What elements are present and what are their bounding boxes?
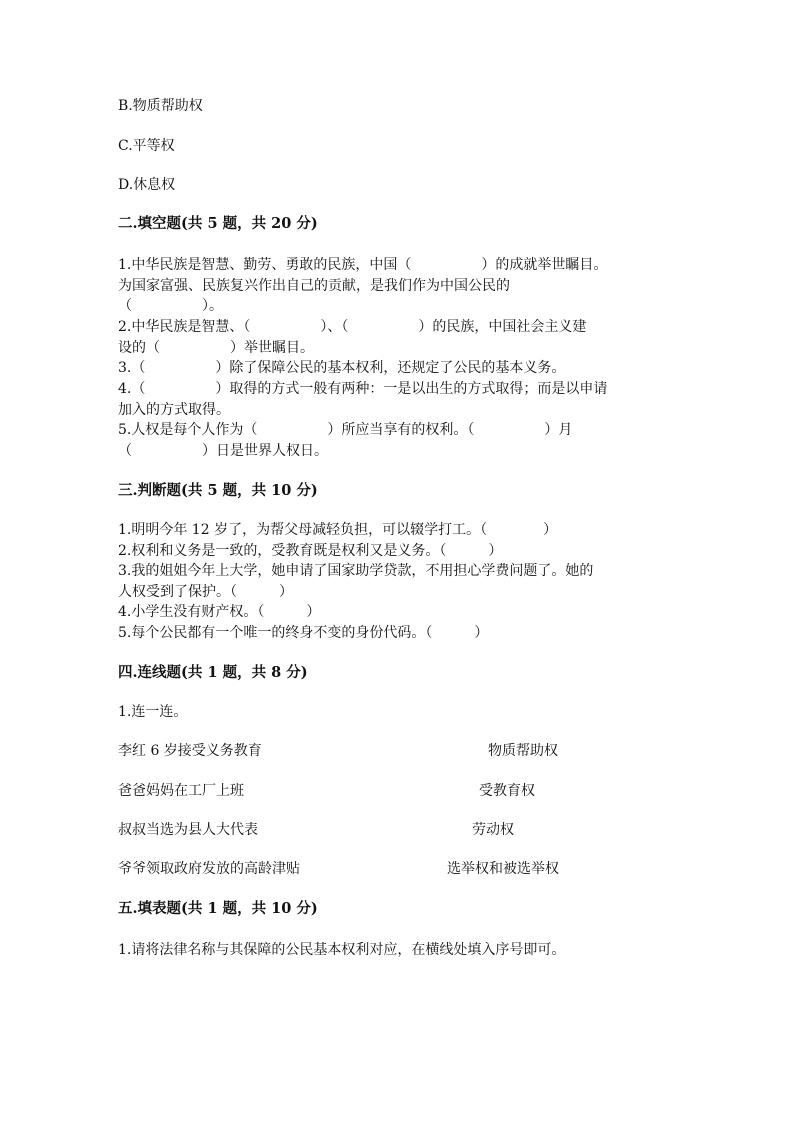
section-heading-table: 五.填表题(共 1 题，共 10 分) — [118, 900, 318, 917]
fill-blank-line: 加入的方式取得。 — [118, 402, 230, 418]
fill-blank-line: 3.（ ）除了保障公民的基本权利，还规定了公民的基本义务。 — [118, 360, 566, 376]
matching-left-item: 爷爷领取政府发放的高龄津贴 — [118, 861, 300, 877]
choice-option-b: B.物质帮助权 — [118, 98, 203, 114]
matching-right-item: 劳动权 — [472, 822, 514, 838]
fill-blank-line: 4.（ ）取得的方式一般有两种：一是以出生的方式取得；而是以申请 — [118, 381, 608, 397]
matching-right-item: 选举权和被选举权 — [447, 861, 559, 877]
fill-blank-line: 5.人权是每个人作为（ ）所应当享有的权利。（ ）月 — [118, 422, 573, 438]
matching-right-item: 物质帮助权 — [488, 743, 558, 759]
judgement-line: 5.每个公民都有一个唯一的终身不变的身份代码。（ ） — [118, 625, 489, 641]
choice-option-c: C.平等权 — [118, 138, 175, 154]
fill-blank-line: （ ）。 — [118, 298, 223, 314]
fill-blank-line: 1.中华民族是智慧、勤劳、勇敢的民族，中国（ ）的成就举世瞩目。 — [118, 257, 608, 273]
section-heading-judgement: 三.判断题(共 5 题，共 10 分) — [118, 482, 318, 499]
section-heading-fill-blank: 二.填空题(共 5 题，共 20 分) — [118, 215, 318, 232]
matching-prompt: 1.连一连。 — [118, 704, 188, 720]
fill-blank-line: 设的（ ）举世瞩目。 — [118, 340, 314, 356]
fill-blank-line: （ ）日是世界人权日。 — [118, 443, 328, 459]
judgement-line: 3.我的姐姐今年上大学，她申请了国家助学贷款，不用担心学费问题了。她的 — [118, 563, 594, 579]
judgement-line: 4.小学生没有财产权。（ ） — [118, 604, 321, 620]
judgement-line: 1.明明今年 12 岁了，为帮父母减轻负担，可以辍学打工。（ ） — [118, 522, 558, 538]
section-heading-matching: 四.连线题(共 1 题，共 8 分) — [118, 664, 308, 681]
matching-left-item: 叔叔当选为县人大代表 — [118, 822, 258, 838]
judgement-line: 2.权利和义务是一致的，受教育既是权利又是义务。（ ） — [118, 543, 503, 559]
fill-blank-line: 2.中华民族是智慧、（ ）、（ ）的民族，中国社会主义建 — [118, 319, 587, 335]
matching-right-item: 受教育权 — [479, 783, 535, 799]
judgement-line: 人权受到了保护。（ ） — [118, 584, 293, 600]
choice-option-d: D.休息权 — [118, 177, 176, 193]
matching-left-item: 李红 6 岁接受义务教育 — [118, 743, 262, 759]
fill-blank-line: 为国家富强、民族复兴作出自己的贡献，是我们作为中国公民的 — [118, 278, 510, 294]
matching-left-item: 爸爸妈妈在工厂上班 — [118, 783, 244, 799]
table-prompt: 1.请将法律名称与其保障的公民基本权利对应，在横线处填入序号即可。 — [118, 942, 566, 958]
